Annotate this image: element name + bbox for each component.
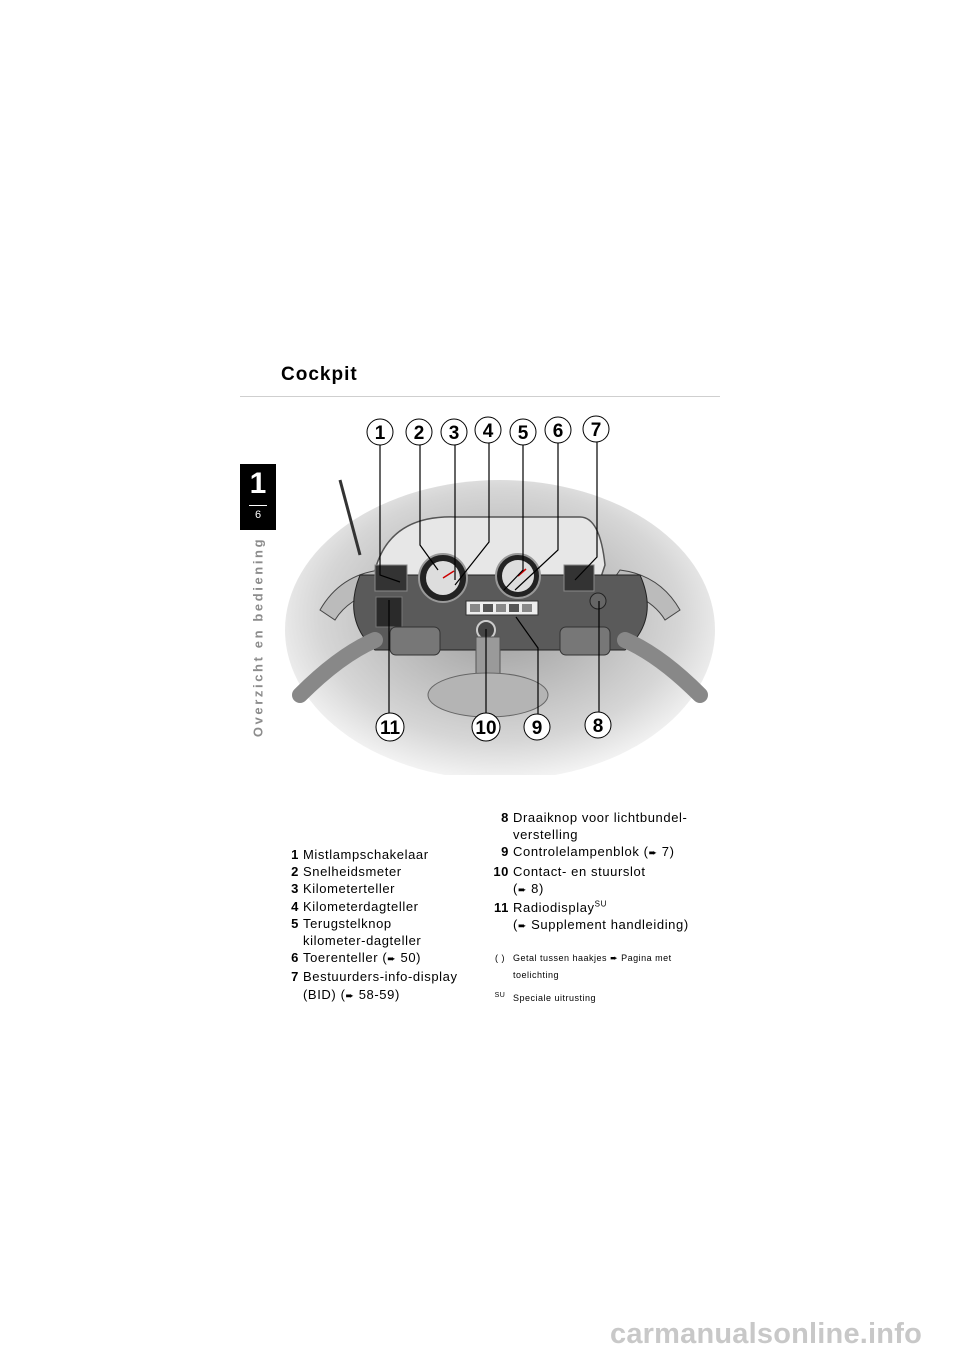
callout-7-label: 7: [590, 420, 602, 441]
arrow-icon: ➨: [345, 990, 355, 1002]
callout-4-label: 4: [482, 421, 494, 442]
page-reference: (➨ 58-59): [340, 986, 400, 1002]
legend-item-1: [285, 846, 485, 863]
legend-item-7: [285, 968, 485, 1004]
legend-text: Draaiknop voor lichtbundel-: [513, 810, 688, 825]
legend-text-line2: kilometer-dagteller: [303, 933, 422, 949]
callout-6-label: 6: [552, 421, 564, 442]
cockpit-illustration: [280, 405, 720, 775]
legend-num: 3: [291, 881, 299, 897]
callout-10-label: 10: [475, 718, 497, 739]
legend-item-11: [485, 899, 720, 935]
legend-text: Mistlampschakelaar: [303, 847, 429, 862]
note-special-equipment: SU Speciale uitrusting: [493, 990, 720, 1007]
legend-item-5: [285, 915, 485, 949]
callout-3-label: 3: [448, 423, 460, 444]
callout-8-label: 8: [592, 716, 604, 737]
legend-num: 1: [291, 847, 299, 862]
legend-left: [285, 846, 485, 1005]
legend-text: Contact- en stuurslot: [513, 863, 646, 879]
special-equipment-mark: SU: [594, 899, 607, 909]
legend-item-3: [285, 880, 485, 897]
legend-text-line2: (BID): [303, 986, 337, 1002]
footnotes: [493, 950, 720, 1007]
note-key: ( ): [495, 953, 505, 963]
arrow-icon: ➨: [648, 848, 658, 860]
legend-num: 10: [493, 863, 509, 879]
warning-lamp: [509, 604, 519, 612]
legend-text: Toerenteller: [303, 950, 379, 966]
page-title: Cockpit: [281, 364, 358, 385]
legend-num: 6: [291, 950, 299, 966]
arrow-icon: ➨: [517, 921, 527, 933]
chapter-number: 1: [249, 467, 267, 500]
page-reference: (➨ Supplement handleiding): [513, 917, 689, 933]
switch-housing-left: [390, 627, 440, 655]
legend-item-10: [485, 863, 720, 899]
legend-num: 9: [501, 844, 509, 860]
legend-right: [485, 809, 720, 935]
legend-num: 7: [291, 969, 299, 985]
callout-2-label: 2: [413, 423, 425, 444]
legend-text: Terugstelknop: [303, 915, 392, 931]
legend-num: 11: [494, 900, 509, 916]
chapter-tab: [240, 464, 276, 530]
warning-lamp: [496, 604, 506, 612]
callout-1-label: 1: [374, 423, 386, 444]
legend-item-6: [285, 949, 485, 968]
warning-lamp: [470, 604, 480, 612]
watermark: carmanualsonline.info: [610, 1318, 922, 1350]
legend-text: Bestuurders-info-display: [303, 969, 458, 985]
warning-lamp: [483, 604, 493, 612]
legend-text: Kilometerdagteller: [303, 898, 419, 914]
arrow-icon: ➨: [610, 953, 619, 963]
legend-text-line2: verstelling: [513, 827, 579, 843]
legend-num: 2: [291, 864, 299, 880]
page-reference: (➨ 50): [382, 950, 422, 966]
page-reference: (➨ 8): [513, 880, 544, 896]
legend-num: 8: [501, 810, 509, 825]
chapter-divider: [249, 505, 267, 506]
fuel-tank: [428, 673, 548, 717]
section-side-label: Overzicht en bediening: [250, 536, 266, 738]
legend-item-2: [285, 863, 485, 880]
page-reference: (➨ 7): [643, 844, 675, 860]
arrow-icon: ➨: [387, 954, 397, 966]
beam-adjust-knob: [590, 593, 606, 609]
callout-11-label: 11: [379, 718, 401, 739]
legend-num: 5: [291, 915, 299, 931]
warning-lamp: [522, 604, 532, 612]
note-key: SU: [494, 992, 506, 999]
note-parentheses: ( ) Getal tussen haakjes ➨ Pagina met toelichting: [493, 950, 720, 984]
legend-item-9: [485, 843, 720, 862]
legend-item-8: [485, 809, 720, 843]
legend-text: Kilometerteller: [303, 881, 396, 897]
callout-5-label: 5: [517, 423, 529, 444]
legend-num: 4: [291, 898, 299, 914]
switch-housing-right: [560, 627, 610, 655]
page-number: 6: [254, 509, 262, 521]
info-display: [564, 565, 594, 591]
callouts-top: [367, 416, 609, 445]
callout-9-label: 9: [531, 718, 543, 739]
legend-text: Radiodisplay: [513, 900, 595, 916]
legend-item-4: [285, 898, 485, 915]
title-rule: [240, 396, 720, 397]
arrow-icon: ➨: [517, 884, 527, 896]
legend-text: Controlelampenblok: [513, 844, 640, 860]
legend-text: Snelheidsmeter: [303, 864, 402, 880]
